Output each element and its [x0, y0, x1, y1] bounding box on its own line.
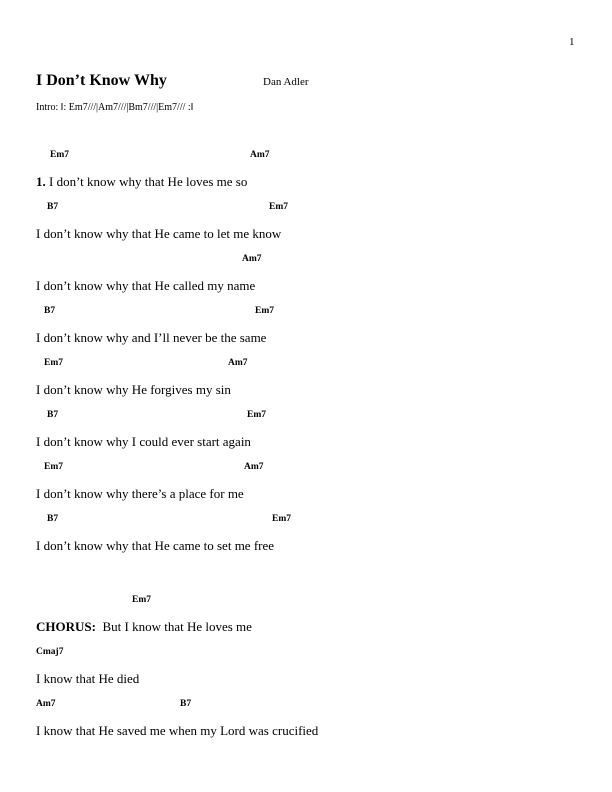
chord: B7	[47, 514, 59, 524]
lyric-line	[36, 174, 247, 190]
lyric-line: I don’t know why He forgives my sin	[36, 382, 231, 397]
intro-progression: Intro: ‖: Em7///|Am7///|Bm7///|Em7/// :‖	[36, 102, 194, 113]
chord: Em7	[50, 150, 69, 160]
chord: Em7	[269, 202, 288, 212]
chord: B7	[180, 699, 192, 709]
lyric-line: I don’t know why and I’ll never be the same	[36, 330, 267, 345]
chord: Em7	[272, 514, 291, 524]
verse-number: 1.	[36, 174, 46, 189]
chord: Am7	[242, 254, 262, 264]
song-title: I Don’t Know Why	[36, 72, 167, 89]
lyric-line: I don’t know why there’s a place for me	[36, 486, 244, 501]
chord: Em7	[44, 358, 63, 368]
chord: Em7	[247, 410, 266, 420]
chord: Em7	[132, 595, 151, 605]
lyric-text: I don’t know why that He loves me so	[49, 174, 248, 189]
chord: B7	[47, 410, 59, 420]
lyric-line: I don’t know why that He came to set me free	[36, 538, 275, 553]
lyric-text: But I know that He loves me	[102, 619, 252, 634]
lyric-line: I know that He saved me when my Lord was crucified	[36, 723, 319, 738]
song-author: Dan Adler	[263, 76, 309, 88]
lyric-line	[36, 619, 252, 635]
chord: Am7	[36, 699, 56, 709]
chord: Em7	[44, 462, 63, 472]
chord: B7	[44, 306, 56, 316]
lyric-line: I don’t know why that He came to let me know	[36, 226, 282, 241]
chord: Cmaj7	[36, 647, 64, 657]
chord: Am7	[228, 358, 248, 368]
chord: B7	[47, 202, 59, 212]
chord: Am7	[244, 462, 264, 472]
lyric-line: I don’t know why that He called my name	[36, 278, 256, 293]
chord: Em7	[255, 306, 274, 316]
chord: Am7	[250, 150, 270, 160]
lyric-line: I don’t know why I could ever start again	[36, 434, 251, 449]
lyric-line: I know that He died	[36, 671, 140, 686]
page-number: 1	[569, 36, 575, 48]
chorus-label: CHORUS:	[36, 619, 96, 634]
